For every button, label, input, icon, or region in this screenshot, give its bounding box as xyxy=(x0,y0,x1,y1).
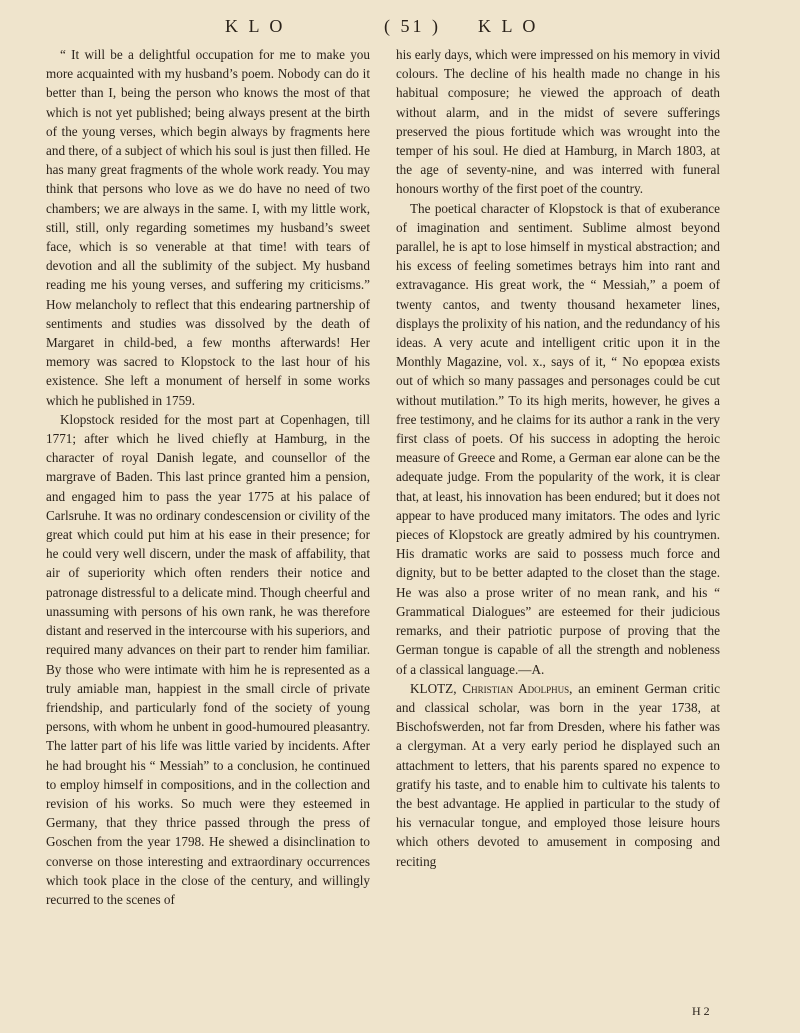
entry-klotz xyxy=(396,679,720,871)
entry-given-names: Christian Adolphus xyxy=(462,680,570,696)
entry-text: , an eminent German critic and classical scholar, was born in the year 1738, at Bischofswerden, not far from Dresden, where his father was a clergyman. At a very early period he displayed such an attachment to letters, that his parents spared no expence to gratify his taste, and to enable him to cultivate his talents to the best advantage. He applied in particular to the study of his vernacular tongue, and employed those leisure hours which others devoted to amusement in composing and reciting xyxy=(396,680,720,869)
left-column xyxy=(46,45,370,909)
paragraph: Klopstock resided for the most part at Copenhagen, till 1771; after which he lived chiefly at Hamburg, in the character of royal Danish legate, and counsellor of the margrave of Baden. This last prince granted him a pension, and engaged him to pass the year 1775 at his palace of Carlsruhe. It was no ordinary condescension or civility of the great which could put him at his ease in their presence; for he could very well discern, under the mask of affability, that air of superiority which often renders their notice and patronage distressful to a delicate mind. Though cheerful and unassuming with persons of his own rank, he was therefore distant and reserved in the intercourse with his superiors, and required many advances on their part to render him familiar. By those who were intimate with him he is represented as a truly amiable man, happiest in the small circle of private friendship, and particularly fond of the society of young persons, with whom he unbent in good-humoured pleasantry. The latter part of his life was little varied by incidents. After he had brought his “ Messiah” to a conclusion, he continued to employ himself in compositions, and in the collection and revision of his works. So much were they esteemed in Germany, that they thrice passed through the press of Goschen from the year 1798. He shewed a disinclination to converse on those interesting and extraordinary occurrences which took place in the close of the century, and willingly recurred to the scenes of xyxy=(46,411,370,907)
running-header xyxy=(0,10,800,42)
paragraph: The poetical character of Klopstock is that of exuberance of imagination and sentiment. Sublime almost beyond parallel, he is apt to lose himself in mystical abstraction; and his excess of feeling sometimes betrays him into rant and extravagance. His great work, the “ Messiah,” a poem of twenty cantos, and twenty thousand hexameter lines, displays the prolixity of his nation, and the redundancy of his ideas. A very acute and intelligent critic upon it in the Monthly Magazine, vol. x., says of it, “ No epopœa exists out of which so many passages and personages could be cut without mutilation.” To its high merits, however, he gives a free testimony, and he claims for its author a rank in the very first class of poets. Of his success in adopting the heroic measure of Greece and Rome, a German ear alone can be the adequate judge. From the popularity of the work, it is clear that, at least, his innovation has been endured; but it does not appear to have produced many imitators. The odes and lyric pieces of Klopstock are greatly admired by his countrymen. His dramatic works are said to possess much force and dignity, but to be better adapted to the closet than the stage. He was also a prose writer of no mean rank, and his “ Grammatical Dialogues” are esteemed for their judicious remarks, and their patriotic purpose of proving that the German tongue is capable of all the strength and nobleness of a classical language.—A. xyxy=(396,200,720,677)
right-column xyxy=(396,45,720,871)
entry-headword: KLOTZ, xyxy=(410,680,463,696)
paragraph: “ It will be a delightful occupation for me to make you more acquainted with my husband’s poem. Nobody can do it better than I, being the person who knows the most of that which is not yet published; being always present at the birth of the young verses, which begin always by fragments here and there, of a subject of which his soul is just then filled. He has many great fragments of the whole work ready. You may think that persons who love as we do have no need of two chambers; we are always in the same. I, with my little work, still, still, only regarding sometimes my husband’s sweet face, which is so venerable at that time! with tears of devotion and all the sublimity of the subject. My husband reading me his young verses, and suffering my criticisms.” How melancholy to reflect that this endearing partnership of sentiments and studies was dissolved by the death of Margaret in child-bed, a few months afterwards! Her memory was sacred to Klopstock to the last hour of his existence. She left a monument of herself in some works which he published in 1759. xyxy=(46,47,370,408)
page-number: ( 51 ) xyxy=(384,16,441,36)
signature-mark: H 2 xyxy=(692,1004,710,1018)
header-right: K L O xyxy=(478,16,539,36)
paragraph: his early days, which were impressed on his memory in vivid colours. The decline of his health made no change in his habitual composure; he viewed the approach of death without alarm, and in the midst of severe sufferings preserved the pious fortitude which was wrought into the temper of his soul. He died at Hamburg, in March 1803, at the age of seventy-nine, and was interred with funeral honours worthy of the first poet of the country. xyxy=(396,47,720,197)
header-left: K L O xyxy=(225,16,286,36)
